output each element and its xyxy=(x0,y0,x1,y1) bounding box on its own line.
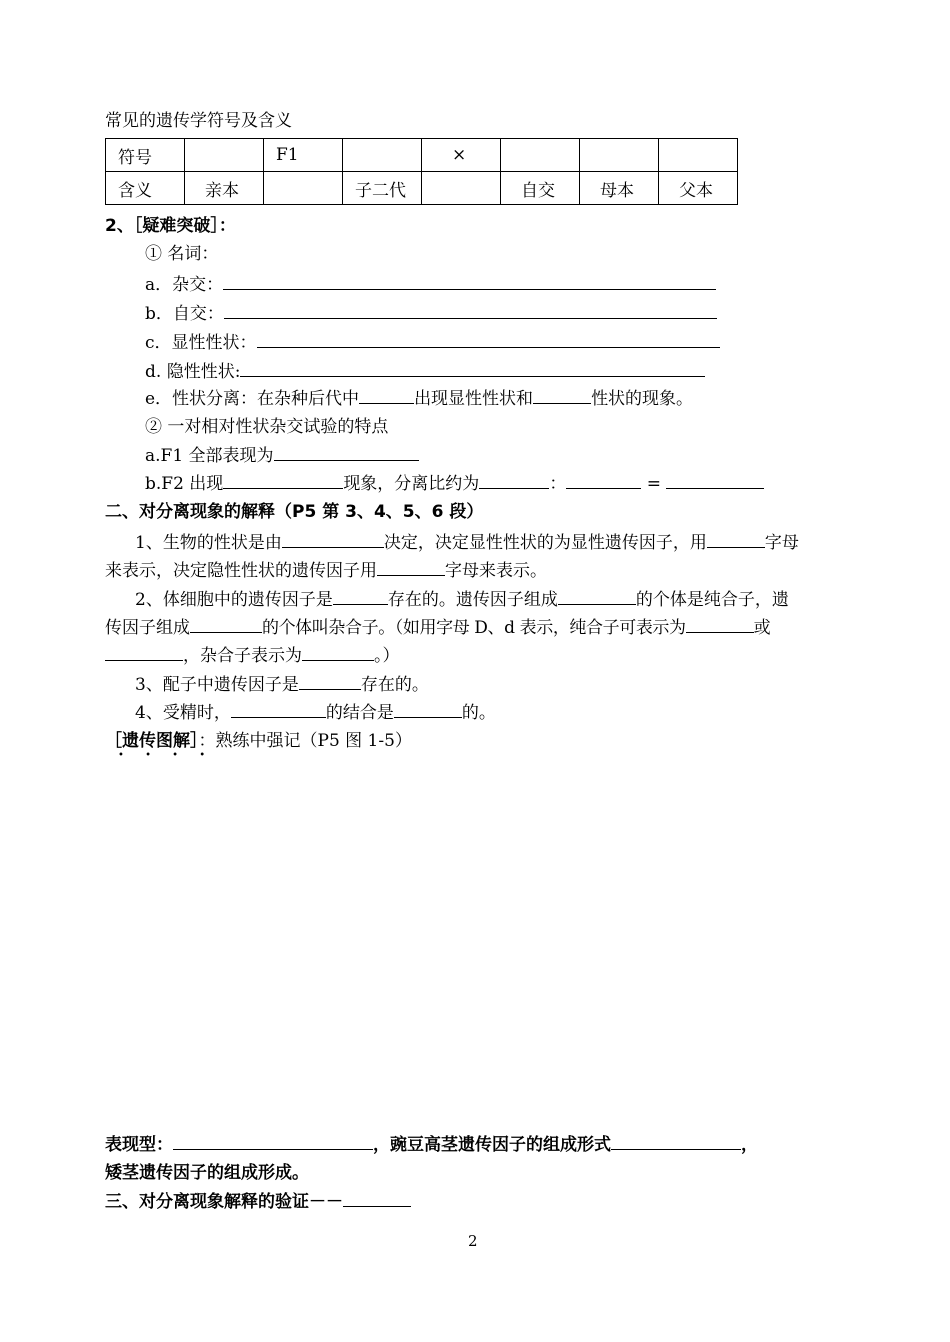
table-cell xyxy=(185,139,264,172)
answer-blank[interactable] xyxy=(707,531,765,548)
para-4: 4、受精时， 的结合是 的。 xyxy=(135,703,496,723)
table-cell xyxy=(580,139,659,172)
table-cell: 父本 xyxy=(659,172,738,205)
answer-blank[interactable] xyxy=(394,701,462,718)
table-cell: 自交 xyxy=(501,172,580,205)
answer-blank[interactable] xyxy=(173,1133,373,1150)
answer-blank[interactable] xyxy=(257,331,720,348)
table-title: 常见的遗传学符号及含义 xyxy=(105,111,292,131)
para-1-line-2: 来表示，决定隐性性状的遗传因子用 字母来表示。 xyxy=(105,561,547,581)
para-2-line-3: ，杂合子表示为 。） xyxy=(105,644,400,667)
features-heading: ② 一对相对性状杂交试验的特点 xyxy=(145,417,389,437)
term-dominant: c．显性性状： xyxy=(145,331,720,354)
table-cell xyxy=(264,172,343,205)
answer-blank[interactable] xyxy=(223,273,716,290)
answer-blank[interactable] xyxy=(224,302,717,319)
part-2-title: 二、对分离现象的解释（P5 第 3、4、5、6 段） xyxy=(105,502,484,522)
para-2-line-2: 传因子组成 的个体叫杂合子。（如用字母 D、d 表示，纯合子可表示为 或 xyxy=(105,618,771,638)
answer-blank[interactable] xyxy=(333,588,388,605)
answer-blank[interactable] xyxy=(190,616,262,633)
answer-blank[interactable] xyxy=(343,1190,411,1207)
f2-line: b.F2 出现 现象，分离比约为 ： = xyxy=(145,472,764,495)
symbol-table xyxy=(105,138,738,205)
answer-blank[interactable] xyxy=(479,472,549,489)
answer-blank[interactable] xyxy=(377,559,445,576)
answer-blank[interactable] xyxy=(299,673,361,690)
table-cell xyxy=(422,172,501,205)
answer-blank[interactable] xyxy=(611,1133,741,1150)
table-cell: 母本 xyxy=(580,172,659,205)
answer-blank[interactable] xyxy=(533,387,591,404)
emphasis-dots: • • • • xyxy=(118,750,215,761)
table-row xyxy=(106,172,738,205)
diagram-label: ［遗传图解］ xyxy=(105,731,199,751)
table-cell: 子二代 xyxy=(343,172,422,205)
table-cell xyxy=(501,139,580,172)
para-1-line-1: 1、生物的性状是由 决定，决定显性性状的为显性遗传因子，用 字母 xyxy=(135,533,799,553)
term-recessive: d. 隐性性状: xyxy=(145,360,705,383)
answer-blank[interactable] xyxy=(282,531,384,548)
nouns-heading: ① 名词： xyxy=(145,244,219,264)
bottom-line-1: 表现型： ，豌豆高茎遗传因子的组成形式 ， xyxy=(105,1135,758,1155)
diagram-text: ：熟练中强记（P5 图 1-5） xyxy=(198,731,412,751)
table-cell: 亲本 xyxy=(185,172,264,205)
term-hybridization: a．杂交： xyxy=(145,273,716,296)
table-cell: 符号 xyxy=(106,139,185,172)
answer-blank[interactable] xyxy=(558,588,636,605)
section-2-title: 2、［疑难突破］： xyxy=(105,216,236,236)
term-segregation: e．性状分离：在杂种后代中 出现显性性状和 性状的现象。 xyxy=(145,389,694,409)
f1-line: a.F1 全部表现为 xyxy=(145,444,419,467)
table-row xyxy=(106,139,738,172)
table-cell xyxy=(343,139,422,172)
answer-blank[interactable] xyxy=(566,472,641,489)
answer-blank[interactable] xyxy=(223,472,343,489)
bottom-line-2: 矮茎遗传因子的组成形成。 xyxy=(105,1163,309,1183)
answer-blank[interactable] xyxy=(686,616,754,633)
table-cell: F1 xyxy=(264,139,343,172)
answer-blank[interactable] xyxy=(240,360,705,377)
answer-blank[interactable] xyxy=(231,701,326,718)
bottom-line-3: 三、对分离现象解释的验证－－ xyxy=(105,1190,411,1213)
page-number: 2 xyxy=(468,1232,478,1250)
term-selfing: b．自交： xyxy=(145,302,717,325)
answer-blank[interactable] xyxy=(666,472,764,489)
table-cell: 含义 xyxy=(106,172,185,205)
diagram-line xyxy=(105,730,412,752)
answer-blank[interactable] xyxy=(302,644,374,661)
para-2-line-1: 2、体细胞中的遗传因子是 存在的。遗传因子组成 的个体是纯合子，遗 xyxy=(135,590,789,610)
answer-blank[interactable] xyxy=(274,444,419,461)
answer-blank[interactable] xyxy=(105,644,183,661)
para-3: 3、配子中遗传因子是 存在的。 xyxy=(135,675,429,695)
answer-blank[interactable] xyxy=(359,387,414,404)
table-cell: × xyxy=(422,139,501,172)
table-cell xyxy=(659,139,738,172)
